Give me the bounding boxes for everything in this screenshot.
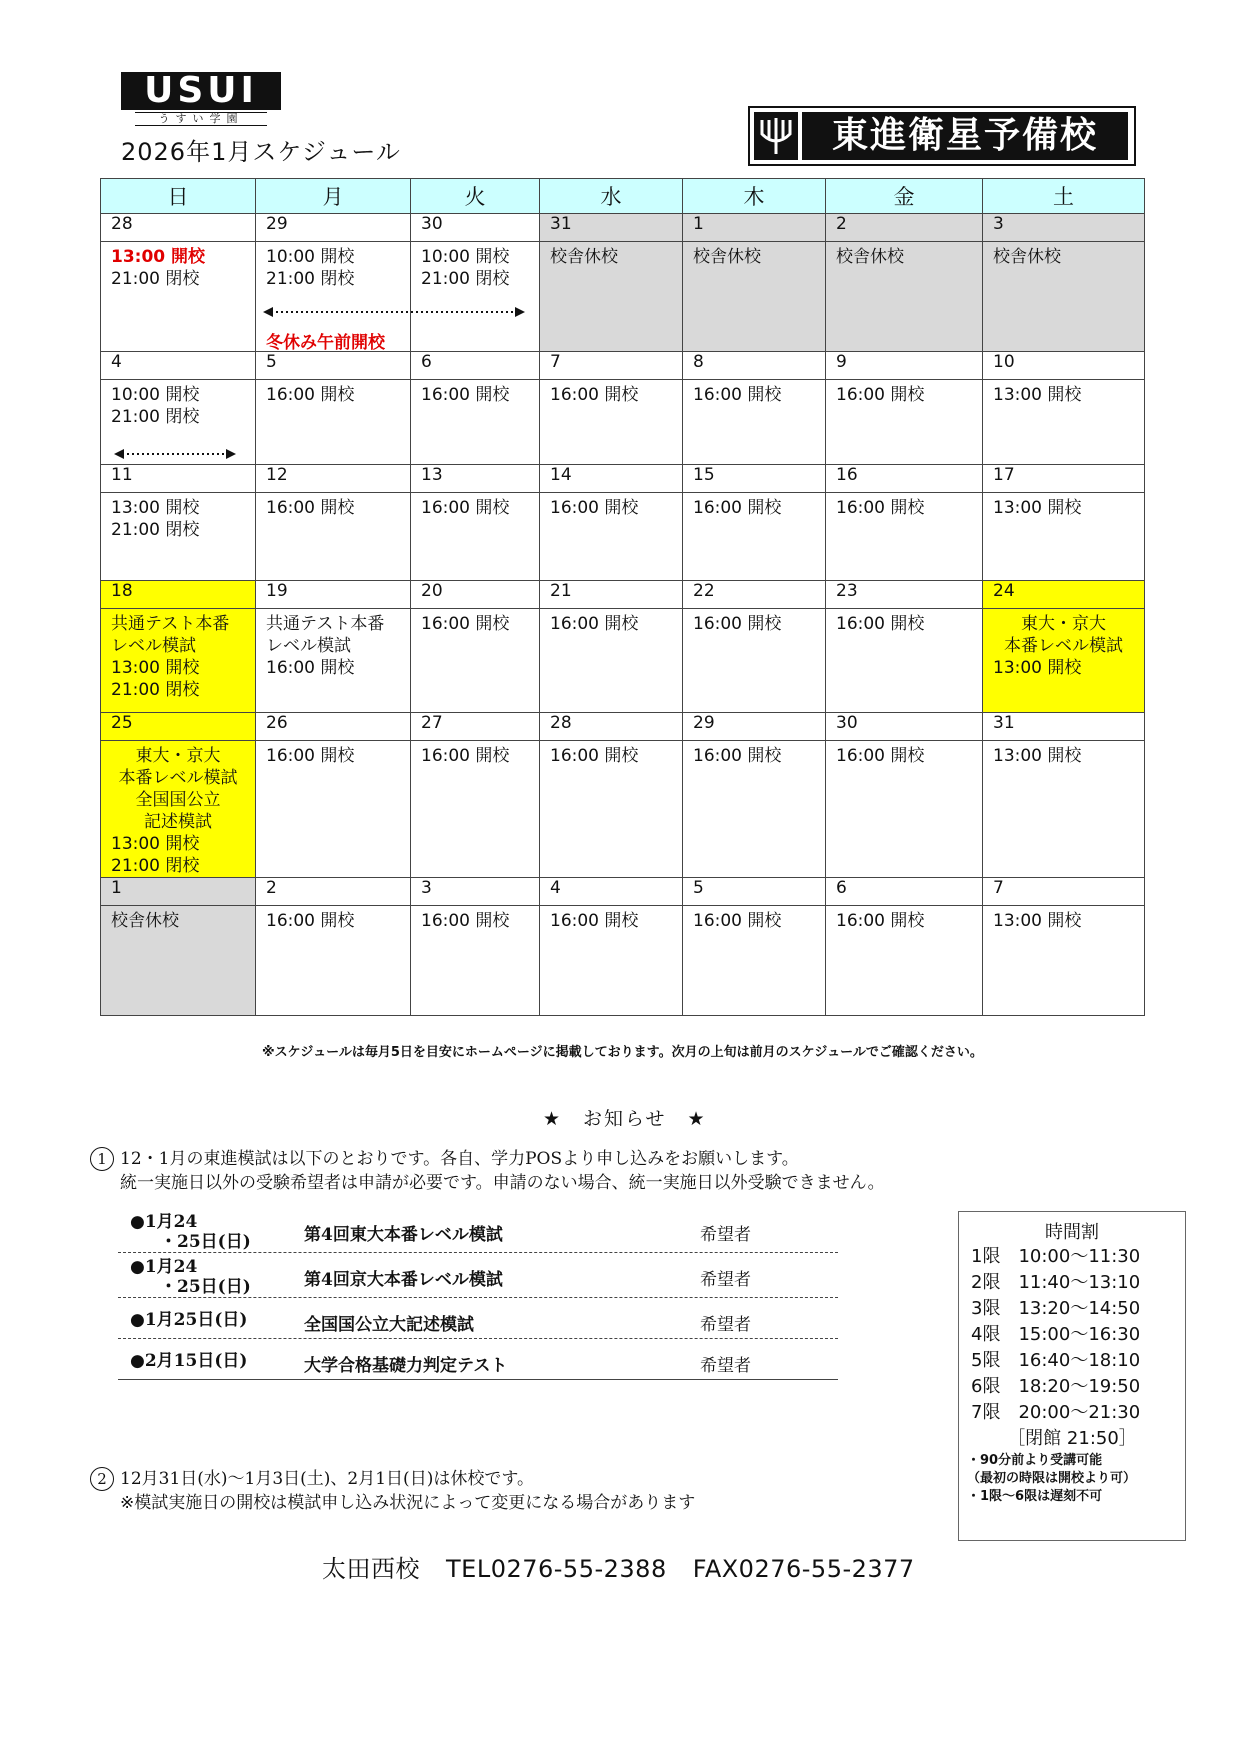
exam-target: 希望者 bbox=[700, 1270, 751, 1290]
open-time: 16:00 開校 bbox=[421, 746, 510, 766]
day-cell bbox=[411, 493, 540, 581]
day-cell bbox=[411, 242, 540, 352]
timetable-period: 7限 20:00～21:30 bbox=[971, 1402, 1141, 1423]
date-cell: 25 bbox=[101, 713, 256, 741]
exam-date bbox=[130, 1257, 251, 1297]
weekday-mon: 月 bbox=[256, 179, 411, 214]
phone-number: TEL0276-55-2388 bbox=[446, 1555, 667, 1583]
exam-row bbox=[118, 1298, 838, 1339]
winter-period-arrow bbox=[263, 306, 525, 318]
day-cell bbox=[411, 609, 540, 713]
date-cell: 29 bbox=[683, 713, 826, 741]
exam-label: 記述模試 bbox=[144, 812, 212, 832]
open-time: 16:00 開校 bbox=[693, 498, 782, 518]
day-cell bbox=[256, 380, 411, 465]
date-cell: 4 bbox=[540, 878, 683, 906]
date-cell: 12 bbox=[256, 465, 411, 493]
weekday-header bbox=[101, 179, 1145, 214]
open-time: 16:00 開校 bbox=[550, 385, 639, 405]
close-time: 21:00 閉校 bbox=[111, 269, 200, 289]
week-4-dates bbox=[101, 581, 1145, 609]
exam-name: 第4回東大本番レベル模試 bbox=[304, 1225, 503, 1245]
weekday-sun: 日 bbox=[101, 179, 256, 214]
notice-text: ※模試実施日の開校は模試申し込み状況によって変更になる場合があります bbox=[120, 1493, 696, 1513]
week-3-dates bbox=[101, 465, 1145, 493]
date-cell: 26 bbox=[256, 713, 411, 741]
open-time: 16:00 開校 bbox=[550, 911, 639, 931]
exam-target: 希望者 bbox=[700, 1225, 751, 1245]
date-cell: 1 bbox=[101, 878, 256, 906]
timetable-note: ・90分前より受講可能 bbox=[967, 1453, 1103, 1468]
day-cell bbox=[540, 380, 683, 465]
timetable-title: 時間割 bbox=[1045, 1222, 1099, 1243]
open-time: 13:00 開校 bbox=[111, 247, 206, 267]
open-time: 16:00 開校 bbox=[693, 614, 782, 634]
date-cell: 23 bbox=[826, 581, 983, 609]
footer-contact bbox=[322, 1549, 941, 1584]
open-time: 16:00 開校 bbox=[421, 498, 510, 518]
day-cell bbox=[826, 380, 983, 465]
open-time: 16:00 開校 bbox=[266, 911, 355, 931]
exam-date-main: ●1月24 bbox=[130, 1257, 198, 1277]
notice-text: 12月31日(水)～1月3日(土)、2月1日(日)は休校です。 bbox=[120, 1469, 534, 1489]
close-time: 21:00 閉校 bbox=[111, 680, 200, 700]
day-cell bbox=[683, 380, 826, 465]
date-cell: 20 bbox=[411, 581, 540, 609]
day-cell bbox=[411, 741, 540, 878]
date-cell: 9 bbox=[826, 352, 983, 380]
open-time: 13:00 開校 bbox=[993, 746, 1082, 766]
date-cell: 28 bbox=[101, 214, 256, 242]
day-cell bbox=[540, 493, 683, 581]
open-time: 16:00 開校 bbox=[693, 746, 782, 766]
date-cell: 19 bbox=[256, 581, 411, 609]
exam-row bbox=[118, 1208, 838, 1253]
date-cell: 24 bbox=[983, 581, 1145, 609]
open-time: 13:00 開校 bbox=[111, 498, 200, 518]
open-time: 13:00 開校 bbox=[993, 498, 1082, 518]
weekday-fri: 金 bbox=[826, 179, 983, 214]
open-time: 16:00 開校 bbox=[550, 498, 639, 518]
exam-row bbox=[118, 1339, 838, 1380]
date-cell: 30 bbox=[411, 214, 540, 242]
day-cell bbox=[411, 906, 540, 1016]
date-cell: 31 bbox=[983, 713, 1145, 741]
exam-name: 全国国公立大記述模試 bbox=[304, 1315, 474, 1335]
date-cell: 6 bbox=[826, 878, 983, 906]
exam-date-sub: ・25日(日) bbox=[160, 1232, 251, 1252]
date-cell: 17 bbox=[983, 465, 1145, 493]
timetable-period: 1限 10:00～11:30 bbox=[971, 1246, 1141, 1267]
fax-number: FAX0276-55-2377 bbox=[692, 1555, 915, 1583]
open-time: 16:00 開校 bbox=[693, 911, 782, 931]
day-cell bbox=[101, 242, 256, 352]
open-time: 16:00 開校 bbox=[421, 385, 510, 405]
day-cell bbox=[540, 242, 683, 352]
day-cell bbox=[983, 741, 1145, 878]
day-cell bbox=[683, 242, 826, 352]
open-time: 16:00 開校 bbox=[836, 498, 925, 518]
exam-name: 第4回京大本番レベル模試 bbox=[304, 1270, 503, 1290]
close-time: 21:00 閉校 bbox=[421, 269, 510, 289]
close-time: 21:00 閉校 bbox=[266, 269, 355, 289]
date-cell: 3 bbox=[411, 878, 540, 906]
day-cell bbox=[683, 906, 826, 1016]
date-cell: 16 bbox=[826, 465, 983, 493]
date-cell: 21 bbox=[540, 581, 683, 609]
week-4-body bbox=[101, 609, 1145, 713]
week-6-body bbox=[101, 906, 1145, 1016]
weekday-thu: 木 bbox=[683, 179, 826, 214]
open-time: 10:00 開校 bbox=[421, 247, 510, 267]
open-time: 16:00 開校 bbox=[266, 385, 355, 405]
notice-number: 2 bbox=[90, 1467, 114, 1491]
date-cell: 11 bbox=[101, 465, 256, 493]
date-cell: 7 bbox=[540, 352, 683, 380]
notice-text: 12・1月の東進模試は以下のとおりです。各自、学力POSより申し込みをお願いします。 bbox=[120, 1149, 799, 1169]
open-time: 16:00 開校 bbox=[836, 385, 925, 405]
date-cell: 28 bbox=[540, 713, 683, 741]
exam-date-sub: ・25日(日) bbox=[160, 1277, 251, 1297]
calendar-note: ※スケジュールは毎月5日を目安にホームページに掲載しております。次月の上旬は前月のスケジュールでご確認ください。 bbox=[262, 1045, 983, 1060]
exam-date: ●2月15日(日) bbox=[130, 1351, 248, 1371]
exam-label: 本番レベル模試 bbox=[118, 768, 238, 788]
exam-label: レベル模試 bbox=[266, 636, 351, 656]
day-cell bbox=[101, 741, 256, 878]
day-cell bbox=[826, 493, 983, 581]
day-cell bbox=[411, 380, 540, 465]
date-cell: 15 bbox=[683, 465, 826, 493]
day-cell bbox=[540, 906, 683, 1016]
weekday-tue: 火 bbox=[411, 179, 540, 214]
date-cell: 29 bbox=[256, 214, 411, 242]
date-cell: 18 bbox=[101, 581, 256, 609]
closed-label: 校舎休校 bbox=[550, 247, 618, 267]
closed-label: 校舎休校 bbox=[693, 247, 761, 267]
notice-item-1 bbox=[90, 1147, 885, 1195]
day-cell bbox=[983, 380, 1145, 465]
timetable-period: 4限 15:00～16:30 bbox=[971, 1324, 1141, 1345]
open-time: 16:00 開校 bbox=[836, 614, 925, 634]
date-cell: 3 bbox=[983, 214, 1145, 242]
date-cell: 30 bbox=[826, 713, 983, 741]
winter-period-arrow-continued bbox=[114, 448, 236, 460]
date-cell: 10 bbox=[983, 352, 1145, 380]
day-cell bbox=[826, 906, 983, 1016]
timetable-period: 3限 13:20～14:50 bbox=[971, 1298, 1141, 1319]
open-time: 13:00 開校 bbox=[993, 385, 1082, 405]
toshin-logo-text: 東進衛星予備校 bbox=[802, 112, 1128, 160]
timetable-period: 2限 11:40～13:10 bbox=[971, 1272, 1141, 1293]
day-cell bbox=[256, 609, 411, 713]
week-1-dates bbox=[101, 214, 1145, 242]
timetable-closing: ［閉館 21:50］ bbox=[1007, 1428, 1137, 1449]
exam-label: 全国国公立 bbox=[135, 790, 221, 810]
weekday-sat: 土 bbox=[983, 179, 1145, 214]
open-time: 16:00 開校 bbox=[693, 385, 782, 405]
day-cell bbox=[683, 609, 826, 713]
date-cell: 14 bbox=[540, 465, 683, 493]
open-time: 16:00 開校 bbox=[266, 498, 355, 518]
exam-row bbox=[118, 1253, 838, 1298]
open-time: 16:00 開校 bbox=[550, 614, 639, 634]
day-cell bbox=[826, 609, 983, 713]
day-cell bbox=[683, 741, 826, 878]
date-cell: 5 bbox=[683, 878, 826, 906]
calendar bbox=[100, 178, 1145, 1016]
week-1-body bbox=[101, 242, 1145, 352]
usui-logo-word: USUI bbox=[121, 72, 281, 110]
day-cell bbox=[101, 906, 256, 1016]
day-cell bbox=[983, 906, 1145, 1016]
usui-logo-subtitle: うすい学園 bbox=[135, 112, 267, 126]
day-cell bbox=[983, 493, 1145, 581]
open-time: 13:00 開校 bbox=[993, 658, 1082, 678]
exam-label: 東大・京大 bbox=[135, 746, 221, 766]
open-time: 16:00 開校 bbox=[421, 614, 510, 634]
week-5-body bbox=[101, 741, 1145, 878]
date-cell: 22 bbox=[683, 581, 826, 609]
notice-item-2 bbox=[90, 1467, 695, 1515]
day-cell bbox=[256, 741, 411, 878]
date-cell: 5 bbox=[256, 352, 411, 380]
exam-name: 大学合格基礎力判定テスト bbox=[304, 1356, 508, 1376]
exam-date: ●1月25日(日) bbox=[130, 1310, 248, 1330]
winter-morning-open-label: 冬休み午前開校 bbox=[266, 333, 385, 353]
exam-target: 希望者 bbox=[700, 1356, 751, 1376]
date-cell: 27 bbox=[411, 713, 540, 741]
date-cell: 1 bbox=[683, 214, 826, 242]
timetable bbox=[958, 1211, 1186, 1541]
date-cell: 31 bbox=[540, 214, 683, 242]
exam-label: 東大・京大 bbox=[1021, 614, 1106, 634]
date-cell: 6 bbox=[411, 352, 540, 380]
notice-number: 1 bbox=[90, 1147, 114, 1171]
day-cell bbox=[101, 493, 256, 581]
close-time: 21:00 閉校 bbox=[111, 856, 200, 876]
closed-label: 校舎休校 bbox=[836, 247, 904, 267]
open-time: 13:00 開校 bbox=[993, 911, 1082, 931]
timetable-note: ・1限～6限は遅刻不可 bbox=[967, 1489, 1103, 1504]
school-name: 太田西校 bbox=[322, 1555, 420, 1583]
day-cell bbox=[826, 741, 983, 878]
open-time: 16:00 開校 bbox=[550, 746, 639, 766]
open-time: 16:00 開校 bbox=[266, 658, 355, 678]
open-time: 16:00 開校 bbox=[421, 911, 510, 931]
open-time: 10:00 開校 bbox=[266, 247, 355, 267]
close-time: 21:00 閉校 bbox=[111, 520, 200, 540]
exam-date bbox=[130, 1212, 251, 1252]
open-time: 16:00 開校 bbox=[836, 746, 925, 766]
week-2-dates bbox=[101, 352, 1145, 380]
week-3-body bbox=[101, 493, 1145, 581]
day-cell bbox=[256, 493, 411, 581]
day-cell bbox=[983, 242, 1145, 352]
notice-text: 統一実施日以外の受験希望者は申請が必要です。申請のない場合、統一実施日以外受験できません。 bbox=[120, 1173, 885, 1193]
day-cell bbox=[540, 609, 683, 713]
toshin-logo bbox=[748, 106, 1136, 166]
exam-label: レベル模試 bbox=[111, 636, 196, 656]
exam-label: 共通テスト本番 bbox=[266, 614, 385, 634]
date-cell: 2 bbox=[826, 214, 983, 242]
timetable-period: 6限 18:20～19:50 bbox=[971, 1376, 1141, 1397]
timetable-period: 5限 16:40～18:10 bbox=[971, 1350, 1141, 1371]
closed-label: 校舎休校 bbox=[993, 247, 1061, 267]
date-cell: 8 bbox=[683, 352, 826, 380]
toshin-mark-icon bbox=[754, 112, 798, 160]
schedule-title: 2026年1月スケジュール bbox=[121, 138, 401, 166]
date-cell: 4 bbox=[101, 352, 256, 380]
week-2-body bbox=[101, 380, 1145, 465]
day-cell bbox=[683, 493, 826, 581]
day-cell bbox=[256, 906, 411, 1016]
open-time: 10:00 開校 bbox=[111, 385, 200, 405]
day-cell bbox=[540, 741, 683, 878]
week-6-dates bbox=[101, 878, 1145, 906]
open-time: 16:00 開校 bbox=[266, 746, 355, 766]
notice-title: ★ お知らせ ★ bbox=[543, 1108, 707, 1130]
exam-label: 共通テスト本番 bbox=[111, 614, 230, 634]
closed-label: 校舎休校 bbox=[111, 911, 179, 931]
usui-logo bbox=[121, 72, 281, 128]
day-cell bbox=[101, 609, 256, 713]
exam-list bbox=[118, 1208, 838, 1380]
timetable-note: （最初の時限は開校より可） bbox=[967, 1471, 1137, 1486]
date-cell: 2 bbox=[256, 878, 411, 906]
day-cell bbox=[983, 609, 1145, 713]
date-cell: 13 bbox=[411, 465, 540, 493]
day-cell bbox=[826, 242, 983, 352]
open-time: 13:00 開校 bbox=[111, 658, 200, 678]
week-5-dates bbox=[101, 713, 1145, 741]
exam-date-main: ●1月24 bbox=[130, 1212, 198, 1232]
date-cell: 7 bbox=[983, 878, 1145, 906]
exam-target: 希望者 bbox=[700, 1315, 751, 1335]
open-time: 13:00 開校 bbox=[111, 834, 200, 854]
weekday-wed: 水 bbox=[540, 179, 683, 214]
exam-label: 本番レベル模試 bbox=[1004, 636, 1123, 656]
close-time: 21:00 閉校 bbox=[111, 407, 200, 427]
open-time: 16:00 開校 bbox=[836, 911, 925, 931]
